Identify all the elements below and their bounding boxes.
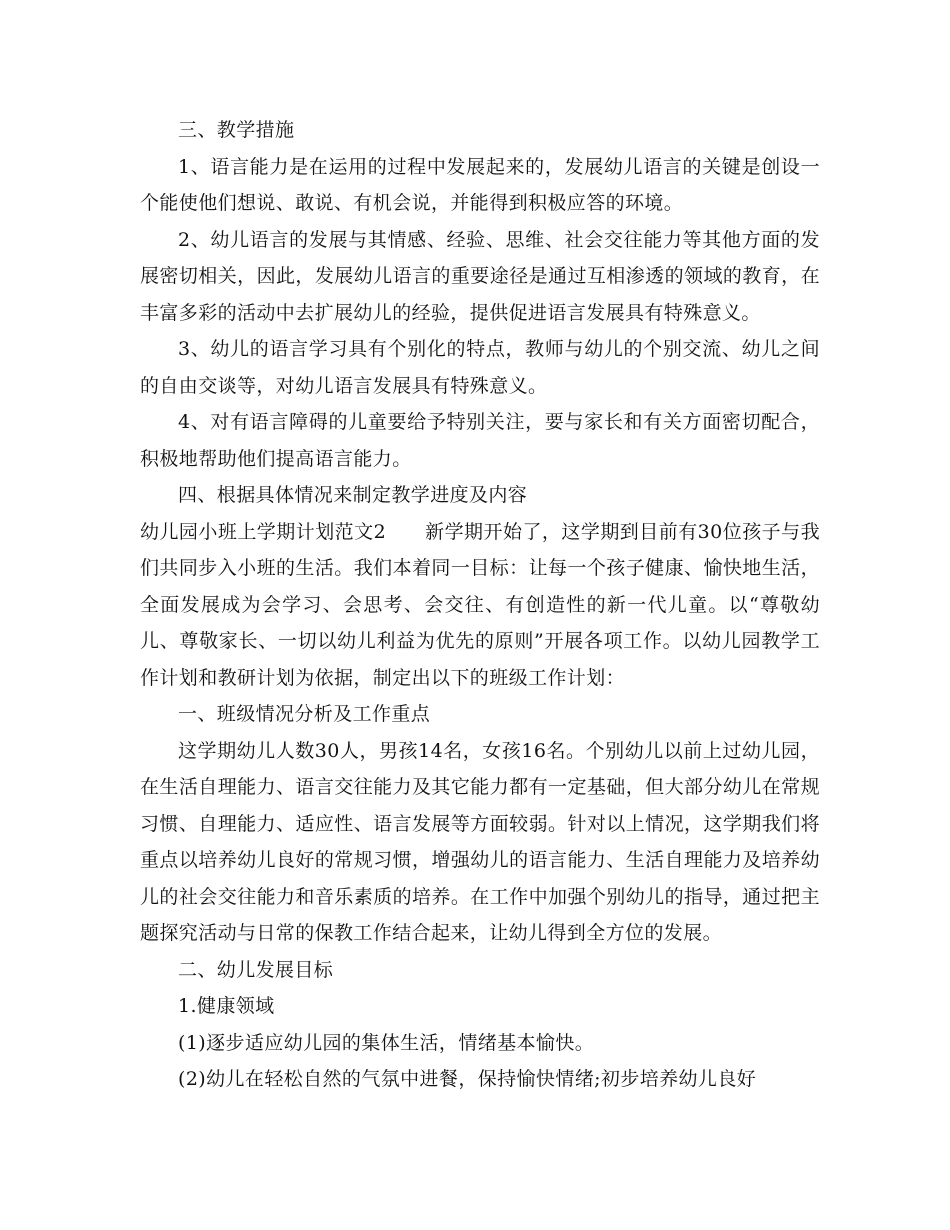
list-item-health-1: (1)逐步适应幼儿园的集体生活，情绪基本愉快。: [178, 1031, 595, 1054]
heading-progress-content: 四、根据具体情况来制定教学进度及内容: [178, 484, 528, 506]
paragraph-measure-2: 2、幼儿语言的发展与其情感、经验、思维、社会交往能力等其他方面的发展密切相关，因此，发展幼儿语言的重要途径是通过互相渗透的领域的教育，在丰富多彩的活动中去扩展幼儿的经验，提供促进语言发展具有特殊意义。: [140, 228, 820, 324]
list-item-health-2: (2)幼儿在轻松自然的气氛中进餐，保持愉快情绪;初步培养幼儿良好: [178, 1068, 757, 1090]
heading-teaching-measures: 三、教学措施: [178, 119, 295, 141]
heading-class-analysis: 一、班级情况分析及工作重点: [178, 703, 431, 725]
paragraph-measure-1: 1、语言能力是在运用的过程中发展起来的，发展幼儿语言的关键是创设一个能使他们想说、敢说、有机会说，并能得到积极应答的环境。: [140, 155, 820, 214]
paragraph-plan-intro: 幼儿园小班上学期计划范文2 新学期开始了，这学期到目前有30位孩子与我们共同步入小班的生活。我们本着同一目标：让每一个孩子健康、愉快地生活，全面发展成为会学习、会思考、会交往、有创造性的新一代儿童。以“尊敬幼儿、尊敬家长、一切以幼儿利益为优先的原则”开展各项工作。以幼儿园教学工作计划和教研计划为依据，制定出以下的班级工作计划：: [140, 520, 820, 689]
document-body: [140, 112, 820, 1098]
paragraph-measure-4: 4、对有语言障碍的儿童要给予特别关注，要与家长和有关方面密切配合，积极地帮助他们提高语言能力。: [140, 411, 820, 470]
heading-development-goals: 二、幼儿发展目标: [178, 958, 334, 981]
paragraph-measure-3: 3、幼儿的语言学习具有个别化的特点，教师与幼儿的个别交流、幼儿之间的自由交谈等，对幼儿语言发展具有特殊意义。: [140, 338, 820, 397]
paragraph-class-analysis: 这学期幼儿人数30人，男孩14名，女孩16名。个别幼儿以前上过幼儿园，在生活自理能力、语言交往能力及其它能力都有一定基础，但大部分幼儿在常规习惯、自理能力、适应性、语言发展等方面较弱。针对以上情况，这学期我们将重点以培养幼儿良好的常规习惯，增强幼儿的语言能力、生活自理能力及培养幼儿的社会交往能力和音乐素质的培养。在工作中加强个别幼儿的指导，通过把主题探究活动与日常的保教工作结合起来，让幼儿得到全方位的发展。: [140, 739, 820, 944]
heading-health-domain: 1.健康领域: [178, 995, 275, 1017]
